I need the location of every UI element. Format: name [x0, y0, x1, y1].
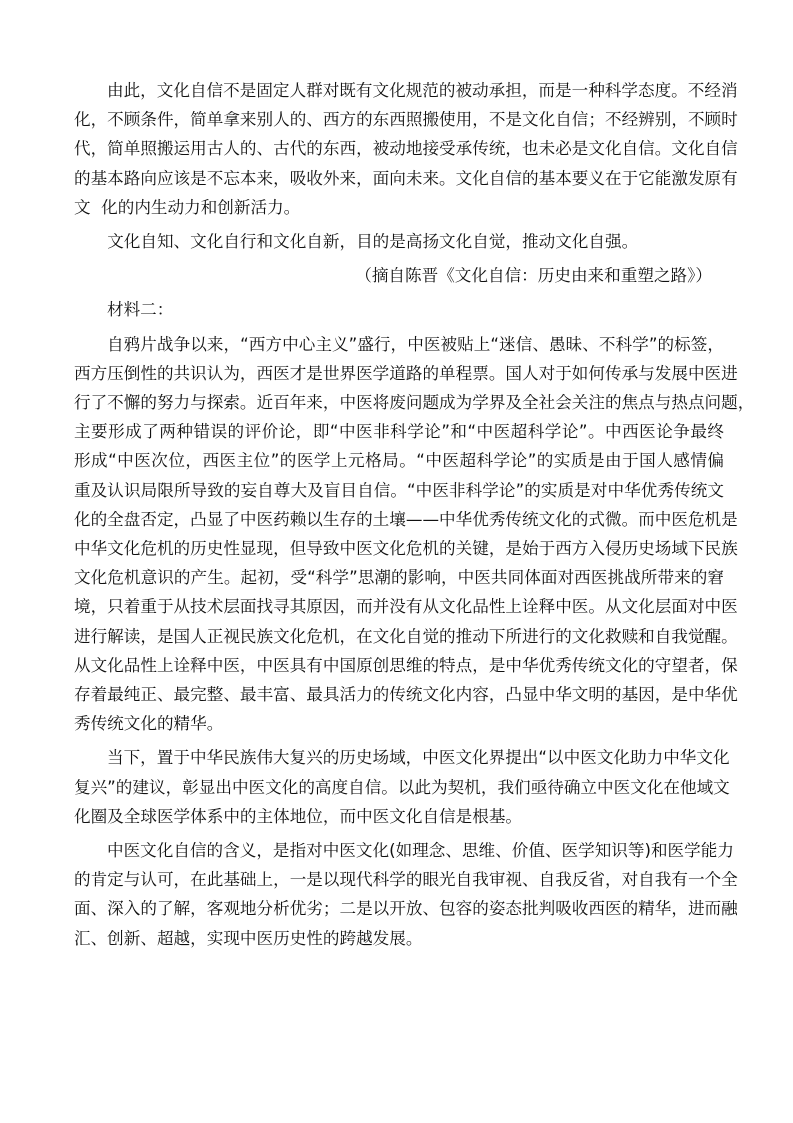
source-citation: （摘自陈晋《文化自信：历史由来和重塑之路》） [355, 266, 712, 286]
text-line: 重及认识局限所导致的妄自尊大及盲目自信。“中医非科学论”的实质是对中华优秀传统文 [74, 480, 724, 500]
text-line: 面、深入的了解，客观地分析优劣；二是以开放、包容的姿态批判吸收西医的精华，进而融 [74, 899, 738, 919]
text-line: 的基本路向应该是不忘本来，吸收外来，面向未来。文化自信的基本要义在于它能激发原有 [74, 168, 738, 188]
text-line: 化圈及全球医学体系中的主体地位，而中医文化自信是根基。 [74, 806, 523, 826]
text-line: 主要形成了两种错误的评价论，即“中医非科学论”和“中医超科学论”。中西医论争最终 [74, 422, 724, 442]
text-line: 自鸦片战争以来，“西方中心主义”盛行，中医被贴上“迷信、愚昧、不科学”的标签， [107, 334, 724, 354]
text-line: 文化危机意识的产生。起初，受“科学”思潮的影响，中医共同体面对西医挑战所带来的窘 [74, 568, 724, 588]
text-line: 由此，文化自信不是固定人群对既有文化规范的被动承担，而是一种科学态度。不经消 [107, 81, 738, 100]
text-line: 复兴”的建议，彰显出中医文化的高度自信。以此为契机，我们亟待确立中医文化在他域文 [74, 777, 730, 797]
text-line: 西方压倒性的共识认为，西医才是世界医学道路的单程票。国人对于如何传承与发展中医进 [74, 363, 738, 383]
text-line: 秀传统文化的精华。 [74, 714, 224, 734]
text-line: 代，简单照搬运用古人的、古代的东西，被动地接受承传统，也未必是文化自信。文化自信 [74, 139, 738, 159]
paragraph-tcm-history [74, 330, 755, 739]
text-line: 文 化的内生动力和创新活力。 [74, 197, 301, 217]
text-line: 境，只着重于从技术层面找寻其原因，而并没有从文化品性上诠释中医。从文化层面对中医 [74, 597, 738, 617]
text-line: 中华文化危机的历史性显现，但导致中医文化危机的关键，是始于西方入侵历史场域下民族 [74, 539, 738, 559]
paragraph-conclusion: 文化自知、文化自行和文化自新，目的是高扬文化自觉，推动文化自强。 [107, 232, 639, 252]
text-line: 化，不顾条件，简单拿来别人的、西方的东西照搬使用，不是文化自信；不经辨别，不顾时 [74, 110, 738, 130]
text-line: 形成“中医次位，西医主位”的医学上元格局。“中医超科学论”的实质是由于国人感情偏 [74, 451, 724, 471]
text-line: 当下，置于中华民族伟大复兴的历史场域，中医文化界提出“以中医文化助力中华文化 [107, 748, 730, 768]
document-page [74, 76, 755, 953]
material-label: 材料二： [107, 300, 174, 320]
text-line: 中医文化自信的含义，是指对中医文化(如理念、思维、价值、医学知识等)和医学能力 [107, 841, 734, 861]
text-line: 进行解读，是国人正视民族文化危机，在文化自觉的推动下所进行的文化救赎和自我觉醒。 [74, 626, 738, 646]
paragraph-tcm-confidence-meaning [74, 836, 738, 953]
paragraph-tcm-revival [74, 743, 730, 831]
text-line: 存着最纯正、最完整、最丰富、最具活力的传统文化内容，凸显中华文明的基因，是中华优 [74, 685, 738, 705]
paragraph-cultural-confidence [74, 76, 738, 222]
text-line: 汇、创新、超越，实现中医历史性的跨越发展。 [74, 928, 423, 948]
text-line: 的肯定与认可，在此基础上，一是以现代科学的眼光自我审视、自我反省，对自我有一个全 [74, 870, 738, 890]
text-line: 行了不懈的努力与探索。近百年来，中医将废问题成为学界及全社会关注的焦点与热点问题， [74, 393, 755, 413]
text-line: 从文化品性上诠释中医，中医具有中国原创思维的特点，是中华优秀传统文化的守望者，保 [74, 655, 738, 675]
text-line: 化的全盘否定，凸显了中医药赖以生存的土壤——中华优秀传统文化的式微。而中医危机是 [74, 509, 738, 529]
